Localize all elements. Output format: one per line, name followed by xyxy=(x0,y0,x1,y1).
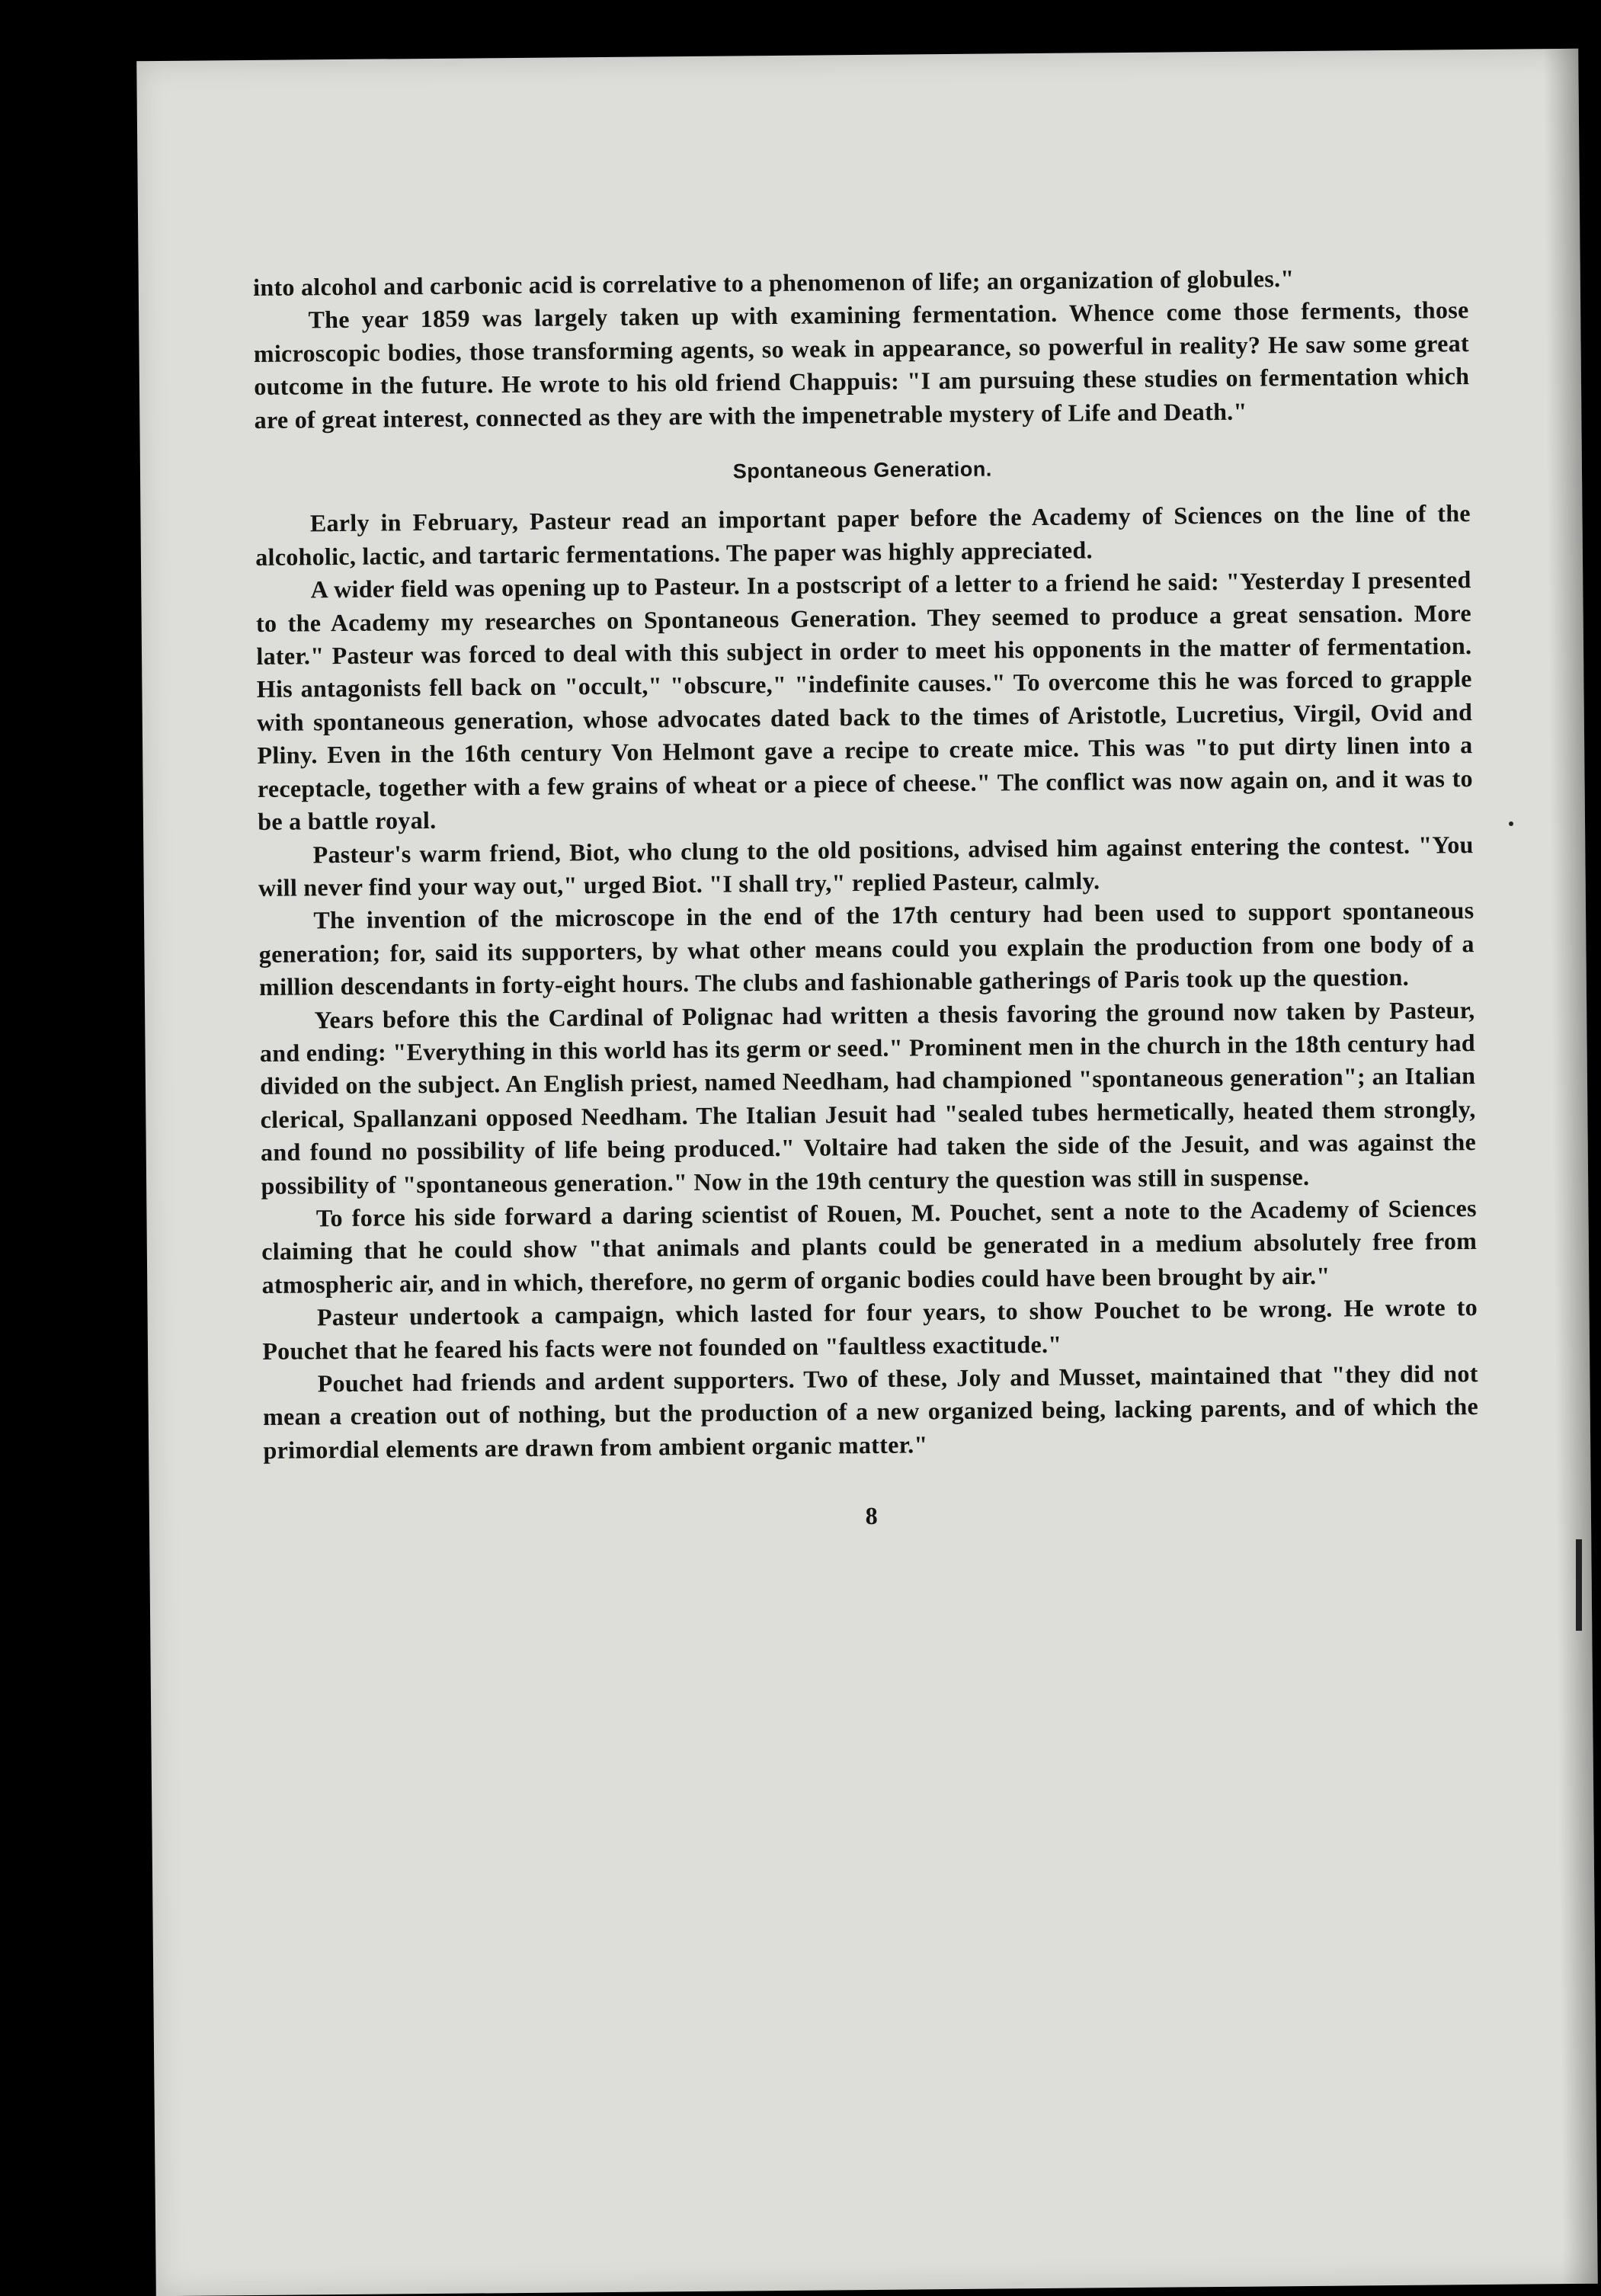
page-number: 8 xyxy=(865,1502,879,1530)
paragraph: Pouchet had friends and ardent supporters. Two of these, Joly and Musset, maintained that "they did not mean a creation out of nothing, but the production of a new organized being, lacking parents, and of which the primordial elements are drawn from ambient organic matter." xyxy=(262,1359,1479,1464)
paragraph: The invention of the microscope in the end of the 17th century had been used to support spontaneous generation; for, said its supporters, by what other means could you explain the production from one body of a million descendants in forty-eight hours. The clubs and fashionable gatherings of Paris took up the question. xyxy=(258,896,1475,1001)
paragraph-continuation: into alcohol and carbonic acid is correlative to a phenomenon of life; an organization of globules." xyxy=(253,264,1295,301)
paragraph: Years before this the Cardinal of Polignac had written a thesis favoring the ground now taken by Pasteur, and ending: "Everything in this world has its germ or seed." Prominent men in the church in the 18th century had divided on the subject. An English priest, named Needham, had championed "spontaneous generation"; an Italian clerical, Spallanzani opposed Needham. The Italian Jesuit had "sealed tubes hermetically, heated them strongly, and found no possibility of life being produced." Voltaire had taken the side of the Jesuit, and was against the possibility of "spontaneous generation." Now in the 19th century the question was still in suspense. xyxy=(259,995,1477,1199)
paragraph: To force his side forward a daring scientist of Rouen, M. Pouchet, sent a note to the Academy of Sciences claiming that he could show "that animals and plants could be generated in a medium absolutely free from atmospheric air, and in which, therefore, no germ of organic bodies could have been brought by air." xyxy=(261,1194,1478,1299)
right-margin-dot xyxy=(1509,821,1513,826)
section-heading: Spontaneous Generation. xyxy=(732,457,992,483)
paragraph: Early in February, Pasteur read an important paper before the Academy of Sciences on the line of the alcoholic, lactic, and tartaric fermentations. The paper was highly appreciated. xyxy=(255,499,1471,571)
paragraph-fermentation: The year 1859 was largely taken up with examining fermentation. Whence come those ferments, those microscopic bodies, those transforming agents, so weak in appearance, so powerful in reality? He saw some great outcome in the future. He wrote to his old friend Chappuis: "I am pursuing these studies on fermentation which are of great interest, connected as they are with the impenetrable mystery of Life and Death." xyxy=(253,296,1470,434)
paragraph: A wider field was opening up to Pasteur. In a postscript of a letter to a friend he said: "Yesterday I presented to the Academy my researches on Spontaneous Generation. They seemed to produce a great sensation. More later." Pasteur was forced to deal with this subject in order to meet his opponents in the matter of fermentation. His antagonists fell back on "occult," "obscure," "indefinite causes." To overcome this he was forced to grapple with spontaneous generation, whose advocates dated back to the times of Aristotle, Lucretius, Virgil, Ovid and Pliny. Even in the 16th century Von Helmont gave a recipe to create mice. This was "to put dirty linen into a receptacle, together with a few grains of wheat or a piece of cheese." The conflict was now again on, and it was to be a battle royal. xyxy=(255,565,1474,836)
paragraph: Pasteur's warm friend, Biot, who clung to the old positions, advised him against entering the contest. "You will never find your way out," urged Biot. "I shall try," replied Pasteur, calmly. xyxy=(258,830,1474,901)
right-margin-mark xyxy=(1576,1539,1582,1631)
paragraph: Pasteur undertook a campaign, which lasted for four years, to show Pouchet to be wrong. He wrote to Pouchet that he feared his facts were not founded on "faultless exactitude." xyxy=(262,1293,1478,1365)
document-body xyxy=(253,261,1479,1538)
